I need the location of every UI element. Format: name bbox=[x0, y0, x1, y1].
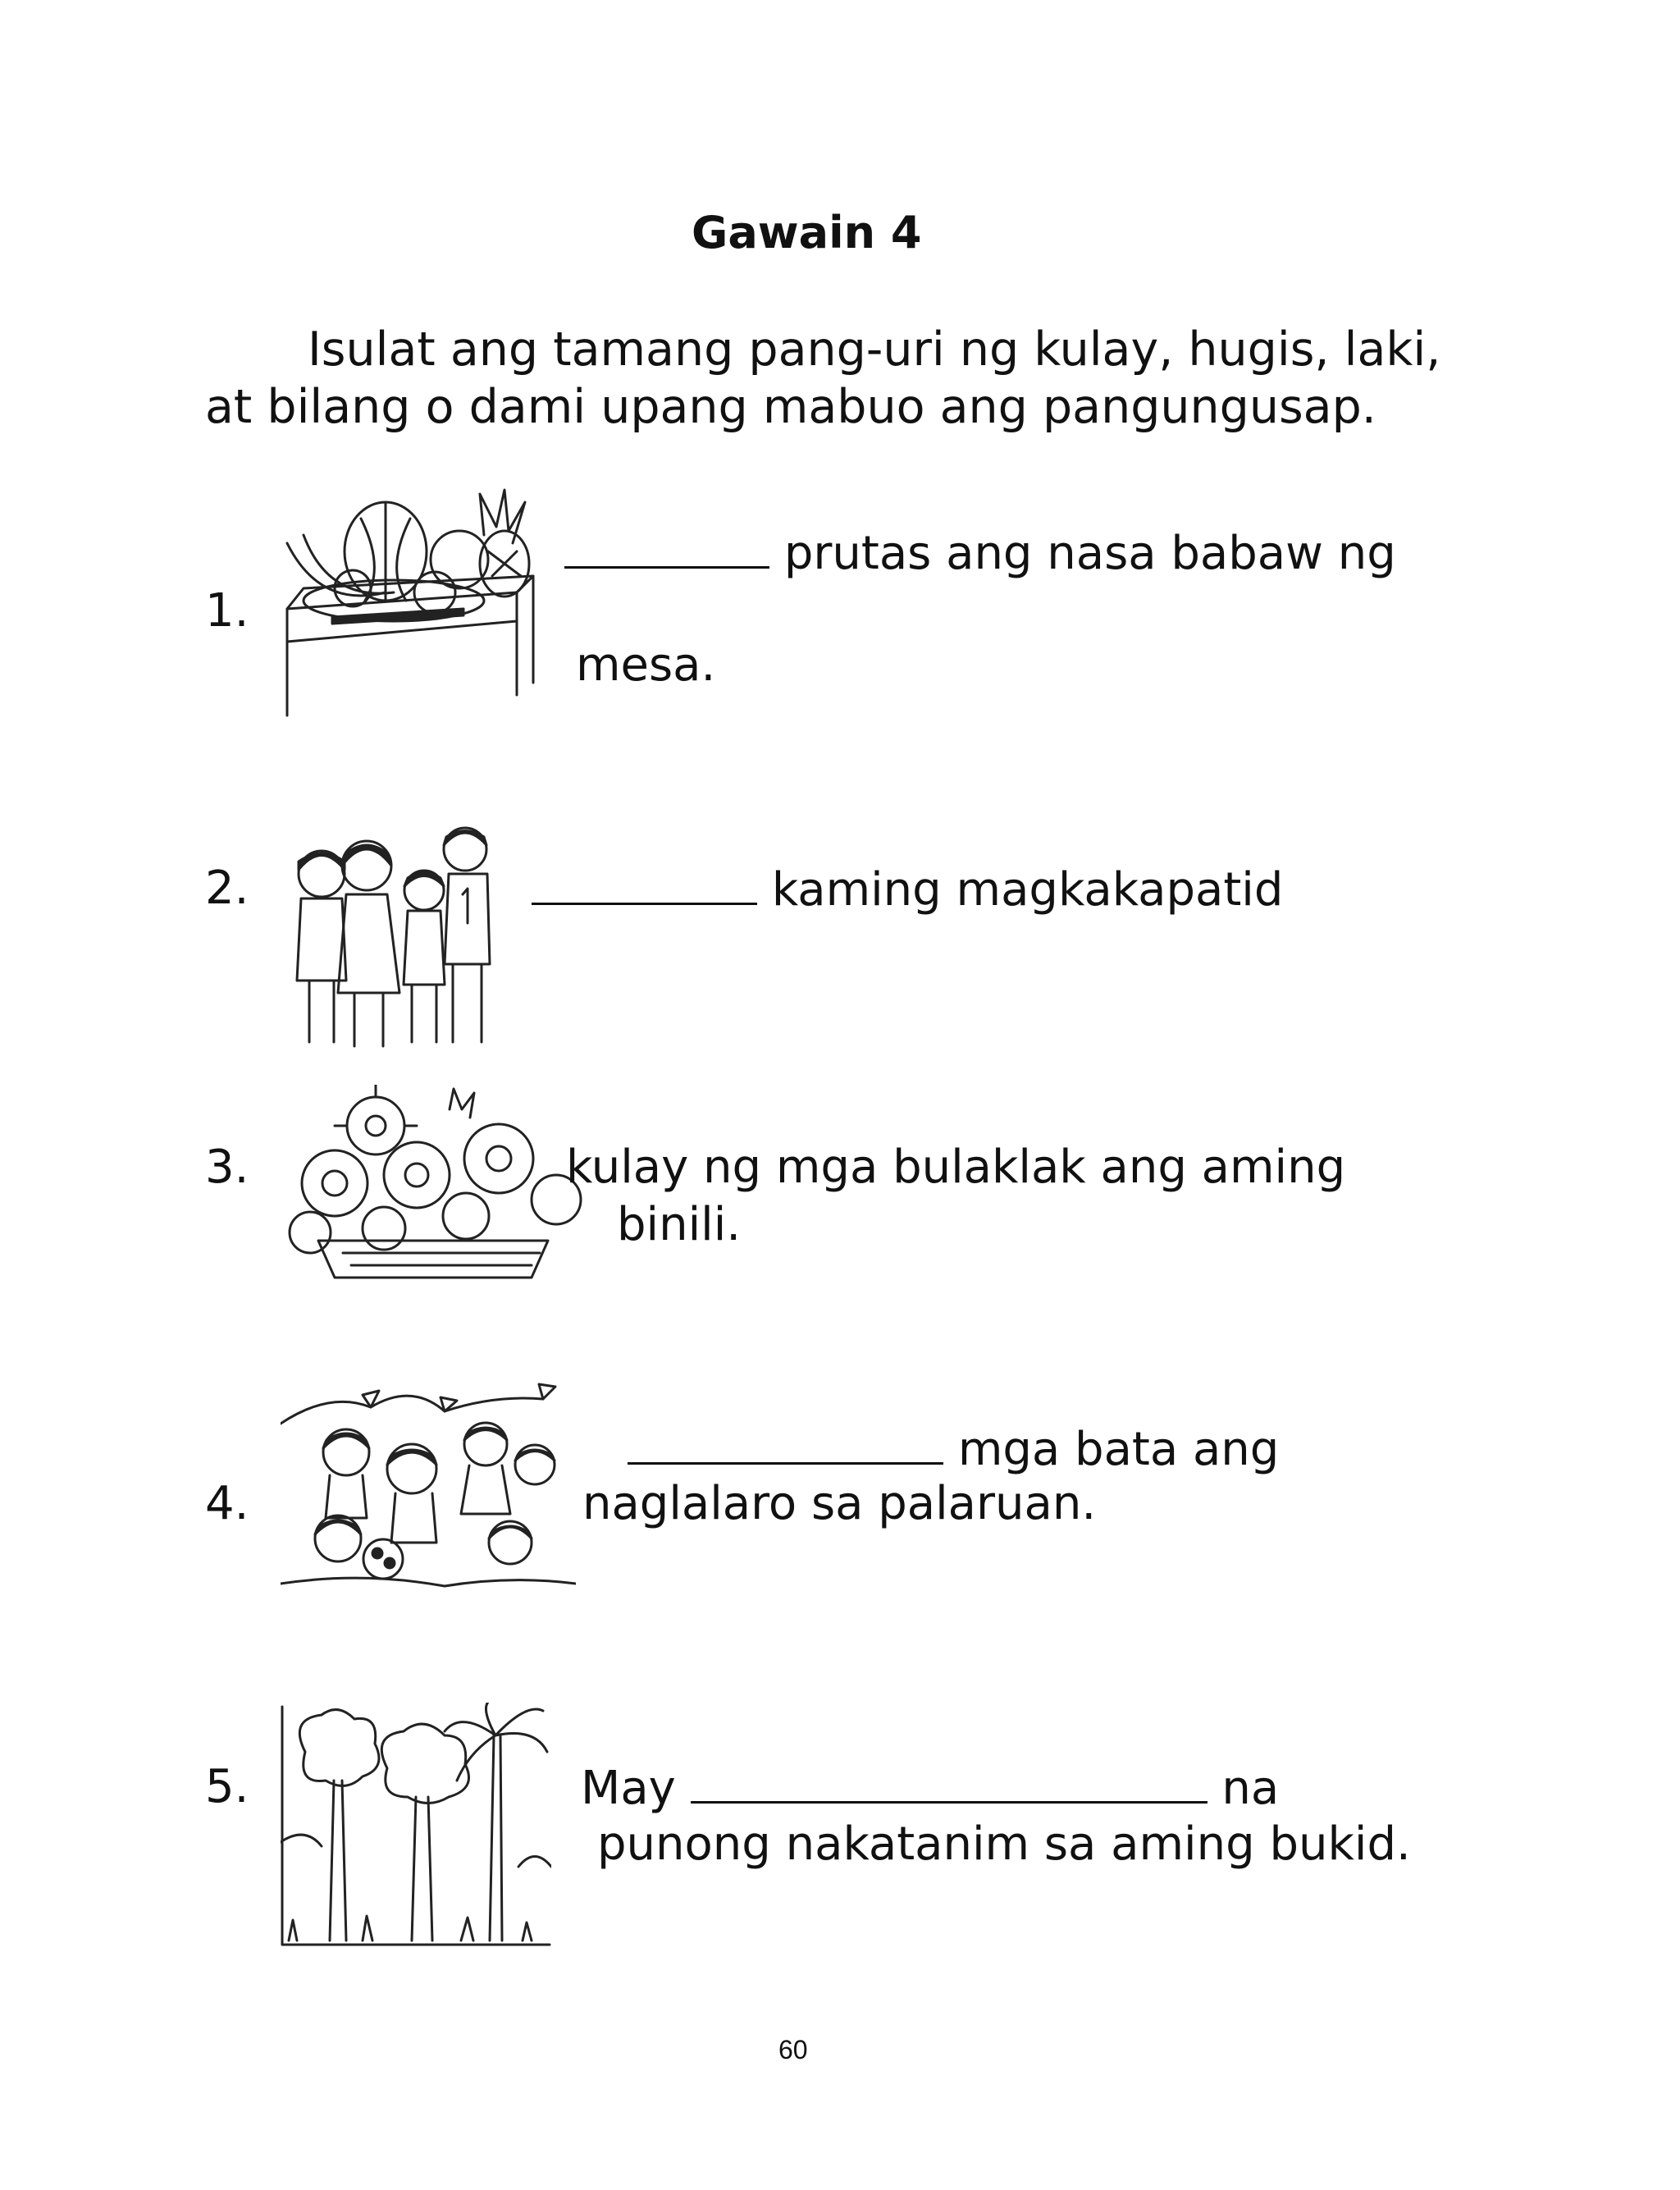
item-4-number: 4. bbox=[205, 1477, 249, 1530]
item-2-line-1 bbox=[532, 862, 1283, 917]
page-title: Gawain 4 bbox=[692, 207, 922, 258]
item-5-number: 5. bbox=[205, 1760, 249, 1813]
item-4-line-1 bbox=[628, 1421, 1279, 1476]
siblings-icon bbox=[281, 816, 502, 1050]
item-1-text-1: prutas ang nasa babaw ng bbox=[783, 527, 1396, 580]
item-5-text-1: na bbox=[1221, 1762, 1280, 1815]
instruction-line-2: at bilang o dami upang mabuo ang pangungusap. bbox=[205, 380, 1376, 434]
item-3-number: 3. bbox=[205, 1141, 249, 1194]
flower-basket-icon bbox=[285, 1085, 589, 1282]
item-2-text-1: kaming magkakapatid bbox=[771, 863, 1284, 917]
item-4-text-1: mga bata ang bbox=[957, 1423, 1280, 1476]
item-3-line-1: kulay ng mga bulaklak ang aming bbox=[566, 1141, 1346, 1194]
trees-icon bbox=[281, 1703, 551, 1949]
item-4-line-2: naglalaro sa palaruan. bbox=[582, 1477, 1097, 1530]
item-1-number: 1. bbox=[205, 584, 249, 638]
instruction-line-1: Isulat ang tamang pang-uri ng kulay, hugis, laki, bbox=[308, 322, 1441, 377]
item-1-line-2: mesa. bbox=[576, 638, 716, 692]
item-1-line-1 bbox=[564, 525, 1396, 580]
item-5-prefix: May bbox=[581, 1762, 676, 1815]
fruit-basket-icon bbox=[271, 486, 541, 720]
children-playing-icon bbox=[281, 1374, 576, 1596]
item-2-number: 2. bbox=[205, 862, 249, 915]
item-5-line-1 bbox=[581, 1760, 1279, 1815]
item-4-answer-blank[interactable] bbox=[628, 1421, 943, 1465]
item-2-answer-blank[interactable] bbox=[532, 862, 757, 905]
page-number: 60 bbox=[778, 2035, 808, 2064]
item-3-line-2: binili. bbox=[617, 1198, 742, 1251]
item-1-answer-blank[interactable] bbox=[564, 525, 769, 569]
item-5-line-2: punong nakatanim sa aming bukid. bbox=[597, 1817, 1411, 1871]
item-5-answer-blank[interactable] bbox=[691, 1760, 1208, 1804]
